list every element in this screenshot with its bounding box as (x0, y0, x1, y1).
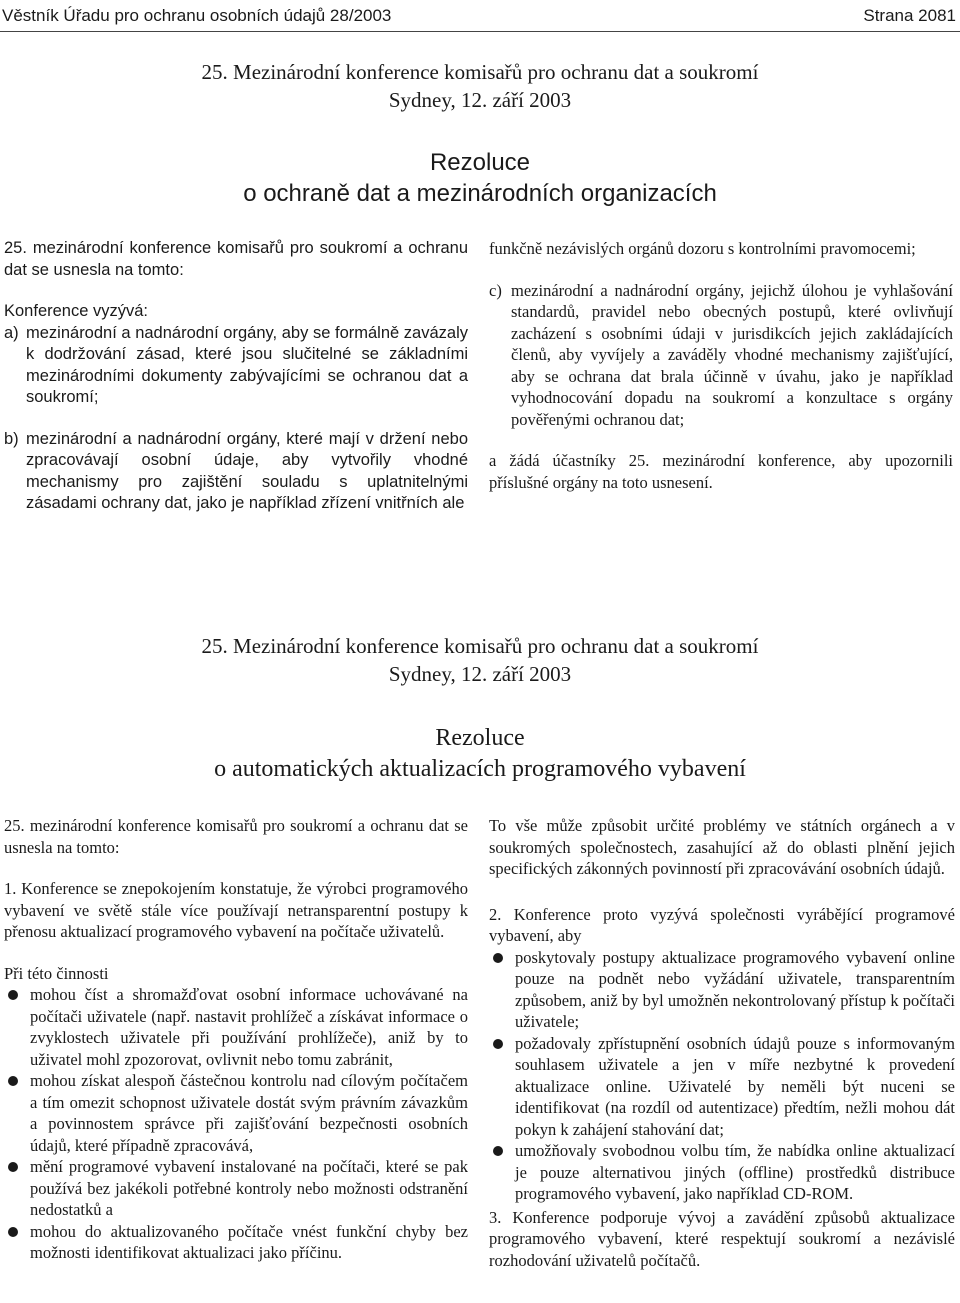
left-bullet-text: mohou číst a shromažďovat osobní informace uchovávané na počítači uživatele (např. nastavit prohlížeč a získávat informace o zvyklostech uživatele při používání prohlížeče), aniž by to uživatel mohl zpozorovat, ovlivnit nebo tomu zabránit, (30, 985, 468, 1069)
item-c-text: mezinárodní a nadnárodní orgány, jejichž úlohou je vyhlašování standardů, pravidel nebo obecných postupů, které ovlivňují zacházení s osobními údaji v jurisdikcích jejich zakládajících členů, aby vyvíjely a zaváděly vhodné mechanismy zajišťující, aby se ochrana dat brala účinně v úvahu, jako je například vyhodnocování dopadu na soukromí a konzultace s orgány pověřenými ochranou dat; (511, 280, 953, 429)
resolution1-title-line2: o ochraně dat a mezinárodních organizacích (243, 180, 717, 207)
left-bullet-text: mohou do aktualizovaného počítače vnést funkční chyby bez možnosti identifikovat aktualizaci jako příčinu. (30, 1221, 468, 1262)
bullet-icon (8, 1076, 18, 1086)
resolution2-left-column (4, 815, 468, 1264)
right-bullet-item (489, 1033, 955, 1141)
item-b-text: mezinárodní a nadnárodní orgány, které mají v držení nebo zpracovávají osobní údaje, aby vytvořily vhodné mechanismy pro zajištění souladu s uplatnitelnými zásadami ochrany dat, jako je například zřízení vnitřních ale (26, 429, 468, 512)
left-bullet-item (4, 1221, 468, 1264)
resolution1-right-column (489, 238, 953, 493)
bullet-icon (493, 1146, 503, 1156)
resolution1-conference-date: Sydney, 12. září 2003 (388, 88, 572, 112)
item-c-label: c) (489, 280, 502, 300)
resolution1-closing: a žádá účastníky 25. mezinárodní konference, aby upozornili příslušné orgány na toto usnesení. (489, 451, 953, 492)
resolution1-calls: Konference vyzývá: (4, 302, 148, 320)
resolution2-consequence: To vše může způsobit určité problémy ve státních orgánech a v soukromých společnostech, zasahující až do oblasti plnění jejich specifických zákonných povinností při zpracovávání osobních údajů. (489, 816, 955, 878)
resolution2-title (0, 723, 960, 785)
item-b-continuation: funkčně nezávislých orgánů dozoru s kontrolními pravomocemi; (489, 239, 916, 258)
resolution1-title-line1: Rezoluce (429, 149, 531, 176)
item-a-label: a) (4, 323, 19, 342)
resolution2-intro: 25. mezinárodní konference komisařů pro soukromí a ochranu dat se usnesla na tomto: (4, 816, 468, 857)
resolution2-point3: 3. Konference podporuje vývoj a zavádění způsobů aktualizace programového vybavení, které respektují soukromí a nezávislé rozhodování uživatelů počítačů. (489, 1207, 955, 1270)
right-bullet-text: umožňovaly svobodnou volbu tím, že nabídka online aktualizací je pouze alternativou jiných (offline) prostředků distribuce programového vybavení, jako například CD-ROM. (515, 1141, 955, 1203)
right-bullet-text: požadovaly zpřístupnění osobních údajů pouze s informovaným souhlasem uživatele a jen v míře nezbytné k provedení aktualizace online. Uživatelé by neměli být nuceni se identifikovat (na rozdíl od autentizace) předtím, nežli mohou dát pokyn k zahájení stahování dat; (515, 1033, 955, 1139)
resolution1-left-column (4, 238, 468, 515)
resolution1-title (0, 147, 960, 209)
left-bullet-text: mohou získat alespoň částečnou kontrolu nad cílovým počítačem a tím omezit schopnost uživatele dostát svým právním závazkům a povinnostem správce při zajišťování bezpečnosti osobních údajů, které případně zpracovává, (30, 1071, 468, 1155)
resolution2-conference-name: 25. Mezinárodní konference komisařů pro ochranu dat a soukromí (201, 634, 759, 658)
right-bullet-item (489, 1140, 955, 1205)
item-b-label: b) (4, 429, 19, 448)
resolution2-activity-intro: Při této činnosti (4, 963, 109, 983)
resolution1-intro: 25. mezinárodní konference komisařů pro soukromí a ochranu dat se usnesla na tomto: (4, 239, 468, 279)
bullet-icon (493, 1039, 503, 1049)
resolution1-item-b (4, 429, 468, 515)
journal-name: Věstník Úřadu pro ochranu osobních údajů 28/2003 (2, 6, 392, 25)
resolution2-conference-heading (0, 632, 960, 688)
resolution1-item-a (4, 323, 468, 409)
bullet-icon (8, 990, 18, 1000)
page-number: Strana 2081 (863, 6, 956, 25)
right-bullet-item (489, 947, 955, 1033)
left-bullet-text: mění programové vybavení instalované na počítači, které se pak používá bez jakékoli potřebné kontroly nebo možnosti odstranění nedostatků a (30, 1157, 468, 1219)
resolution1-item-c (489, 280, 953, 431)
left-bullet-item (4, 984, 468, 1070)
bullet-icon (493, 953, 503, 963)
right-bullet-text: poskytovaly postupy aktualizace programového vybavení online pouze na podnět nebo vyžádání uživatele, transparentním způsobem, aniž by byl umožněn nekontrolovaný přístup k počítači uživatele; (515, 947, 955, 1031)
header-rule (0, 31, 960, 32)
resolution2-title-line1: Rezoluce (435, 725, 525, 751)
bullet-icon (8, 1227, 18, 1237)
resolution2-point1: 1. Konference se znepokojením konstatuje, že výrobci programového vybavení ve světě stále více používají netransparentní postupy k přenosu aktualizací programového vybavení na počítače uživatelů. (4, 879, 468, 941)
resolution2-point2: 2. Konference proto vyzývá společnosti vyrábějící programové vybavení, aby (489, 904, 955, 945)
left-bullet-item (4, 1156, 468, 1221)
resolution1-conference-name: 25. Mezinárodní konference komisařů pro ochranu dat a soukromí (201, 60, 759, 84)
bullet-icon (8, 1162, 18, 1172)
resolution1-conference-heading (0, 58, 960, 114)
left-bullet-item (4, 1070, 468, 1156)
resolution2-right-column (489, 815, 955, 1271)
resolution2-conference-date: Sydney, 12. září 2003 (388, 662, 572, 686)
resolution2-title-line2: o automatických aktualizacích programového vybavení (214, 756, 746, 782)
running-header (0, 6, 960, 30)
item-a-text: mezinárodní a nadnárodní orgány, aby se formálně zavázaly k dodržování zásad, které jsou slučitelné se základními mezinárodními dokumenty zabývajícími se ochranou dat a soukromí; (26, 323, 468, 406)
